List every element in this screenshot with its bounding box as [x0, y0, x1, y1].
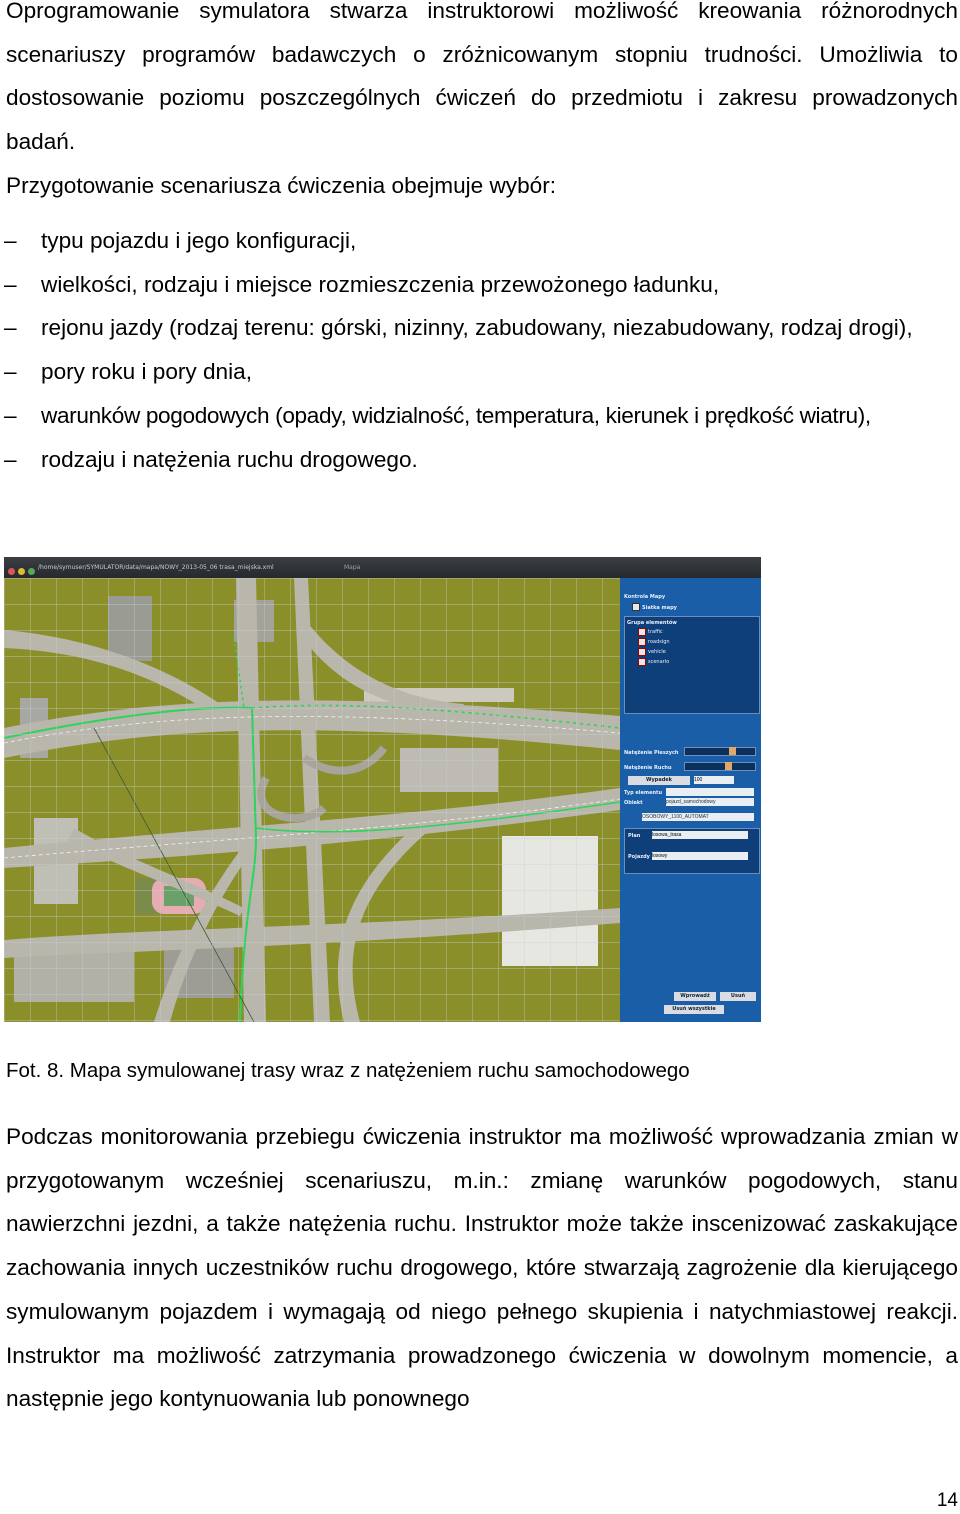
list-item: – rejonu jazdy (rodzaj terenu: górski, nizinny, zabudowany, niezabudowany, rodzaj drogi),	[0, 306, 960, 350]
vehicles-field[interactable]: losowy	[652, 852, 748, 860]
pedestrian-intensity-label: Natężenie Pieszych	[624, 750, 679, 756]
dash-icon: –	[4, 402, 17, 428]
vehicle-type-field[interactable]: OSOBOWY_1100_AUTOMAT	[642, 813, 754, 821]
insert-button[interactable]: Wprowadź	[674, 992, 716, 1001]
list-item: – rodzaju i natężenia ruchu drogowego.	[0, 438, 960, 482]
vehicles-label: Pojazdy	[628, 854, 650, 860]
group-checkbox[interactable]	[638, 648, 646, 656]
closing-paragraph: Podczas monitorowania przebiegu ćwiczenia instruktor ma możliwość wprowadzania zmian w przygotowanym wcześniej scenariuszu, m.in.: zmianę warunków pogodowych, stanu nawierzchni jezdni, a także natężenia ruchu. Instruktor może także inscenizować zaskakujące zachowania innych uczestników ruchu drogowego, które stwarzają zagrożenie dla kierującego symulowanym pojazdem i wymagają od niego pełnego skupienia i natychmiastowej reakcji. Instruktor ma możliwość zatrzymania prowadzonego ćwiczenia w dowolnym momencie, a następnie jego kontynuowania lub ponownego	[6, 1124, 958, 1412]
plan-label: Plan	[628, 833, 641, 839]
remove-button[interactable]: Usuń	[720, 992, 756, 1001]
list-intro: Przygotowanie scenariusza ćwiczenia obejmuje wybór:	[6, 173, 557, 198]
group-title: Grupa elementów	[627, 620, 677, 626]
scenario-choices-list	[0, 219, 960, 481]
page-number: 14	[936, 1490, 958, 1511]
list-item: – wielkości, rodzaju i miejsce rozmieszczenia przewożonego ładunku,	[0, 263, 960, 307]
map-control-panel	[620, 578, 761, 1022]
map-canvas[interactable]	[4, 578, 620, 1022]
traffic-intensity-label: Natężenie Ruchu	[624, 765, 672, 771]
window-titlebar	[4, 557, 761, 578]
group-checkbox[interactable]	[638, 638, 646, 646]
group-label: scenario	[648, 659, 670, 665]
percent-field[interactable]: 100	[694, 776, 734, 784]
element-type-field[interactable]	[666, 788, 754, 796]
figure-caption: Fot. 8. Mapa symulowanej trasy wraz z natężeniem ruchu samochodowego	[6, 1059, 690, 1082]
object-label: Obiekt	[624, 800, 643, 806]
panel-section-title: Kontrola Mapy	[624, 594, 666, 600]
simulator-map-photo	[4, 557, 761, 1022]
accident-button[interactable]: Wypadek	[628, 776, 690, 785]
group-checkbox[interactable]	[638, 628, 646, 636]
slider-handle	[725, 762, 732, 770]
window-title: Mapa	[344, 564, 361, 571]
grid-checkbox[interactable]	[632, 603, 640, 611]
intro-paragraph: Oprogramowanie symulatora stwarza instruktorowi możliwość kreowania różnorodnych scenariuszy programów badawczych o zróżnicowanym stopniu trudności. Umożliwia to dostosowanie poziomu poszczególnych ćwiczeń do przedmiotu i zakresu prowadzonych badań.	[6, 0, 958, 155]
list-item: – warunków pogodowych (opady, widzialność, temperatura, kierunek i prędkość wiatru),	[0, 394, 960, 438]
group-label: vehicle	[648, 649, 666, 655]
group-label: roadsign	[648, 639, 670, 645]
element-type-label: Typ elementu	[624, 790, 663, 796]
object-field[interactable]: pojazd_samochodowy	[666, 798, 754, 806]
plan-field[interactable]: losowa_trasa	[652, 831, 748, 839]
dash-icon: –	[4, 228, 17, 253]
group-label: traffic	[648, 629, 663, 635]
dash-icon: –	[4, 446, 17, 472]
list-item: – pory roku i pory dnia,	[0, 350, 960, 394]
dash-icon: –	[4, 271, 17, 297]
grid-toggle-label: Siatka mapy	[642, 605, 677, 611]
slider-handle	[729, 747, 736, 755]
window-path: /home/symuser/SYMULATOR/data/mapa/NOWY_2013-05_06 trasa_miejska.xml	[38, 564, 274, 571]
remove-all-button[interactable]: Usuń wszystkie	[664, 1005, 724, 1014]
dash-icon: –	[4, 315, 17, 341]
group-checkbox[interactable]	[638, 658, 646, 666]
dash-icon: –	[4, 359, 17, 385]
list-item: – typu pojazdu i jego konfiguracji,	[0, 219, 960, 263]
pedestrian-intensity-slider[interactable]	[684, 747, 756, 756]
traffic-intensity-slider[interactable]	[684, 762, 756, 771]
map-grid	[4, 578, 620, 1022]
